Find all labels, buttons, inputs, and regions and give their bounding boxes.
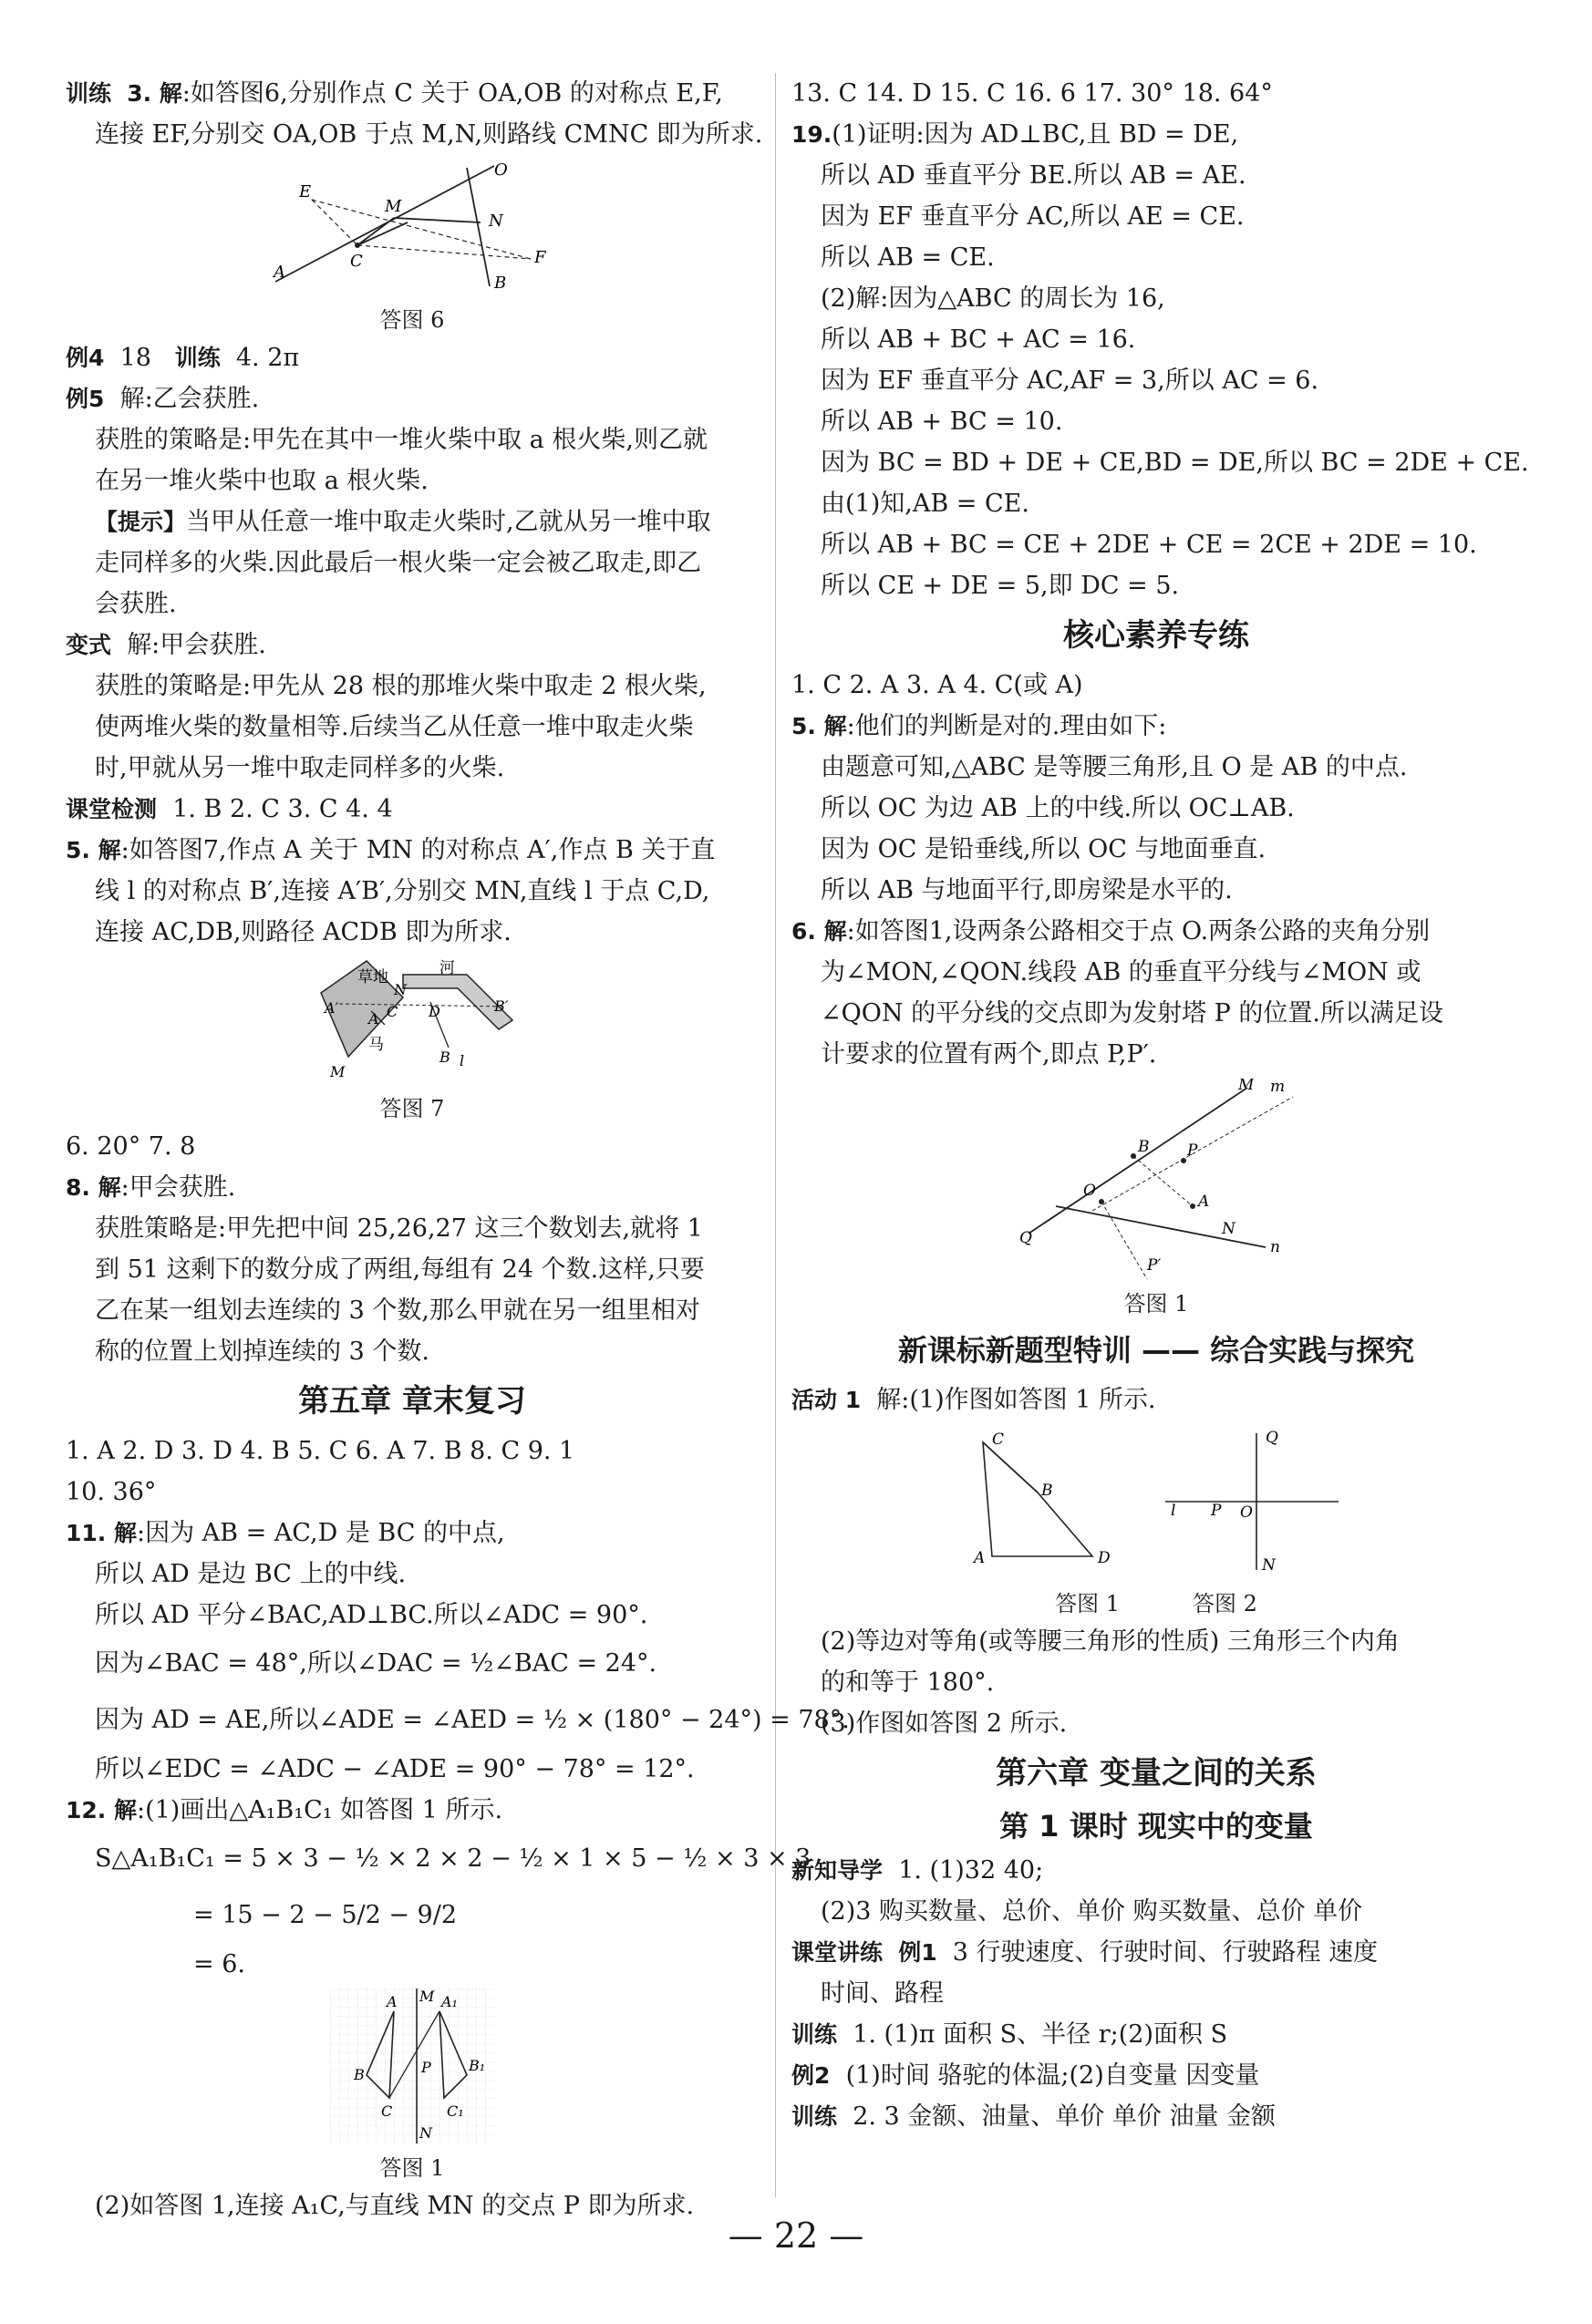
text-line: 获胜的策略是:甲先从 28 根的那堆火柴中取走 2 根火柴, [95,672,707,700]
page-number: — 22 — [728,2216,864,2256]
text-line: :(1)画出△A₁B₁C₁ 如答图 1 所示. [137,1796,503,1824]
figure-1-caption: 答图 1 [1123,1291,1189,1317]
label-q: Q [1266,1429,1278,1447]
answer-line: 13. C 14. D 15. C 16. 6 17. 30° 18. 64° [791,79,1273,108]
text-line: (2)如答图 1,连接 A₁C,与直线 MN 的交点 P 即为所求. [95,2192,695,2220]
train-label: 训练 [791,2103,838,2130]
figure-6 [66,159,759,299]
label-m: M [330,1063,346,1080]
chapter-5-heading: 第五章 章末复习 [298,1383,526,1420]
question-number: 8. 解 [66,1174,121,1201]
question-number: 3. 解 [127,80,182,107]
label-a: A [387,1993,398,2010]
text-line: 3 行驶速度、行驶时间、行驶路程 速度 [952,1938,1379,1967]
text-line: 解:(1)作图如答图 1 所示. [876,1386,1156,1414]
horse-label: 马 [368,1036,384,1054]
text-line: 因为 EF 垂直平分 AC,所以 AE = CE. [821,202,1245,231]
text-line: 会获胜. [95,590,177,618]
label-q: Q [1019,1229,1032,1247]
label-m-lower: m [1270,1079,1286,1096]
figure-1-caption: 答图 1 [1055,1591,1120,1616]
label-n-lower: n [1270,1238,1280,1256]
text-line: 获胜的策略是:甲先在其中一堆火柴中取 a 根火柴,则乙就 [95,426,708,454]
text-line: 所以 AB + BC = 10. [821,408,1063,436]
text-line: 所以∠EDC = ∠ADC − ∠ADE = 90° − 78° = 12°. [95,1755,695,1783]
text-line: 1. (1)π 面积 S、半径 r;(2)面积 S [853,2020,1228,2049]
text-line: :如答图6,分别作点 C 关于 OA,OB 的对称点 E,F, [181,79,723,108]
example-label: 例5 [66,386,105,412]
label-a-prime: A′ [325,999,339,1017]
text-line: 所以 OC 为边 AB 上的中线.所以 OC⊥AB. [821,794,1295,822]
label-b1: B₁ [469,2057,486,2074]
label-p: P [1211,1502,1222,1520]
text-line: 解:甲会获胜. [127,631,266,659]
tip-label: 【提示】 [95,509,187,535]
question-number: 5. 解 [66,837,121,863]
label-e: E [299,182,312,201]
label-n: N [1222,1220,1235,1238]
figure-7-diagram [303,956,522,1084]
figure-2-caption: 答图 2 [1193,1591,1257,1616]
text-line: 所以 AD 平分∠BAC,AD⊥BC.所以∠ADC = 90°. [95,1601,648,1629]
text-line: 所以 AB = CE. [821,243,995,272]
text-line: 称的位置上划掉连续的 3 个数. [95,1338,429,1366]
text-line: 因为 EF 垂直平分 AC,AF = 3,所以 AC = 6. [821,367,1319,395]
label-o: O [1240,1503,1253,1522]
grass-label: 草地 [357,968,388,986]
text-line: = 15 − 2 − 5/2 − 9/2 [193,1901,458,1929]
roads-diagram [1010,1079,1302,1279]
text-line: 在另一堆火柴中也取 a 根火柴. [95,467,429,495]
figure-1-left [66,1988,759,2147]
text-line: 时间、路程 [821,1979,944,2008]
label-b: B [494,274,507,293]
activity-diagrams [956,1424,1357,1579]
label-l: l [460,1052,465,1069]
text-line: :他们的判断是对的.理由如下: [846,712,1167,740]
label-p-prime: P′ [1147,1256,1162,1275]
text-line: 所以 AB + BC + AC = 16. [821,325,1136,354]
figure-1-right [791,1079,1521,1283]
label-n: N [1262,1556,1276,1575]
text-line: 所以 AD 是边 BC 上的中线. [95,1560,407,1588]
example-label: 例4 [66,345,105,371]
label-n: N [394,981,407,998]
text-line: 到 51 这剩下的数分成了两组,每组有 24 个数.这样,只要 [95,1255,705,1284]
text-line: 因为 AD = AE,所以∠ADE = ∠AED = ½ × (180° − 24°) = 78°. [95,1706,850,1734]
right-column [791,73,1529,2137]
train-label: 训练 [66,80,112,107]
text-line: ∠QON 的平分线的交点即为发射塔 P 的位置.所以满足设 [821,999,1444,1028]
label-b: B [439,1048,450,1066]
label-d: D [429,1003,440,1020]
label-p: P [421,2059,431,2076]
answer-line: 6. 20° 7. 8 [66,1132,196,1161]
label-n: N [419,2124,432,2142]
text-line: 2. 3 金额、油量、单价 单价 油量 金额 [853,2102,1277,2131]
figure-7 [66,956,759,1088]
figure-6-diagram [266,159,558,295]
label-b: B [354,2066,365,2083]
text-line: 所以 AB 与地面平行,即房梁是水平的. [821,876,1233,904]
question-number: 12. 解 [66,1797,137,1823]
answer-value: 18 [119,344,151,372]
label-c: C [381,2102,393,2120]
check-label: 课堂检测 [66,796,158,822]
label-c: C [387,1003,398,1020]
example-label: 例2 [791,2062,831,2089]
question-number: 11. 解 [66,1520,137,1546]
text-line: 所以 CE + DE = 5,即 DC = 5. [821,572,1180,600]
label-l: l [1171,1502,1176,1520]
label-o: O [1083,1182,1096,1200]
text-line: :因为 AB = AC,D 是 BC 的中点, [137,1519,505,1547]
text-line: 走同样多的火柴.因此最后一根火柴一定会被乙取走,即乙 [95,549,702,577]
text-line: (3)作图如答图 2 所示. [821,1709,1068,1738]
figure-1-caption: 答图 1 [379,2155,445,2181]
text-line: (2)3 购买数量、总价、单价 购买数量、总价 单价 [821,1897,1363,1926]
train-label: 训练 [791,2021,838,2048]
text-line: 由题意可知,△ABC 是等腰三角形,且 O 是 AB 的中点. [821,753,1408,781]
label-a1: A₁ [441,1993,458,2010]
text-line: 的和等于 180°. [821,1668,995,1697]
class-practice-label: 课堂讲练 [791,1939,884,1966]
text-line: 因为 BC = BD + DE + CE,BD = DE,所以 BC = 2DE + CE. [821,449,1529,477]
text-line: 由(1)知,AB = CE. [821,490,1029,518]
text-line: S△A₁B₁C₁ = 5 × 3 − ½ × 2 × 2 − ½ × 1 × 5 − ½ × 3 × 3 [95,1844,812,1873]
new-learn-label: 新知导学 [791,1857,884,1884]
variant-label: 变式 [66,632,112,658]
text-line: 1. (1)32 40; [898,1856,1044,1885]
train-label: 训练 [174,345,221,371]
answer-line: 10. 36° [66,1478,157,1506]
label-f: F [534,248,546,267]
text-line: (2)解:因为△ABC 的周长为 16, [821,284,1165,313]
chapter-6-heading: 第六章 变量之间的关系 [996,1755,1317,1792]
activity-figures [791,1424,1521,1583]
figure-7-caption: 答图 7 [379,1096,445,1121]
text-line: 时,甲就从另一堆中取走同样多的火柴. [95,754,505,782]
river-label: 河 [439,959,455,977]
question-number: 5. 解 [791,713,847,739]
text-line: (1)证明:因为 AD⊥BC,且 BD = DE, [832,120,1239,149]
question-number: 19. [791,121,832,148]
text-line: 连接 EF,分别交 OA,OB 于点 M,N,则路线 CMNC 即为所求. [95,120,763,149]
text-line: (2)等边对等角(或等腰三角形的性质) 三角形三个内角 [821,1627,1400,1656]
label-c1: C₁ [447,2102,464,2120]
label-a: A [1198,1193,1210,1211]
text-line: 因为 OC 是铅垂线,所以 OC 与地面垂直. [821,835,1266,863]
example-label: 例1 [898,1939,937,1966]
text-line: 解:乙会获胜. [119,385,260,413]
grid-diagram [330,1988,494,2143]
label-m: M [385,197,402,216]
label-c: C [992,1431,1005,1449]
label-p: P [1187,1141,1198,1160]
text-line: :甲会获胜. [120,1173,236,1202]
text-line: = 6. [193,1950,245,1978]
text-line: 计要求的位置有两个,即点 P,P′. [821,1040,1157,1069]
core-literacy-heading: 核心素养专练 [1063,617,1249,654]
label-o: O [494,160,508,180]
answer-line: 1. B 2. C 3. C 4. 4 [172,795,393,823]
label-n: N [489,212,503,231]
answer-line: 1. A 2. D 3. D 4. B 5. C 6. A 7. B 8. C 9. 1 [66,1437,575,1465]
text-line: 连接 AC,DB,则路径 ACDB 即为所求. [95,918,512,946]
activity-captions [791,1586,1521,1621]
label-a: A [368,1010,379,1028]
text-line: :如答图7,作点 A 关于 MN 的对称点 A′,作点 B 关于直 [120,836,716,864]
text-line: 为∠MON,∠QON.线段 AB 的垂直平分线与∠MON 或 [821,958,1421,986]
label-b: B [1041,1482,1053,1500]
label-a: A [274,263,285,282]
lesson-1-heading: 第 1 课时 现实中的变量 [999,1809,1313,1844]
figure-6-caption: 答图 6 [379,307,445,333]
label-b-prime: B′ [494,997,509,1015]
text-line: :如答图1,设两条公路相交于点 O.两条公路的夹角分别 [846,917,1431,945]
label-m: M [419,1988,435,2005]
text-line: 使两堆火柴的数量相等.后续当乙从任意一堆中取走火柴 [95,713,694,741]
label-m: M [1238,1079,1255,1094]
question-number: 6. 解 [791,918,847,945]
text-line: 因为∠BAC = 48°,所以∠DAC = ½∠BAC = 24°. [95,1649,657,1678]
text-line: 乙在某一组划去连续的 3 个数,那么甲就在另一组里相对 [95,1296,700,1325]
answer-value: 4. 2π [235,344,300,372]
text-line: 当甲从任意一堆中取走火柴时,乙就从另一堆中取 [186,508,711,536]
text-line: 获胜策略是:甲先把中间 25,26,27 这三个数划去,就将 1 [95,1214,703,1243]
special-training-heading: 新课标新题型特训 —— 综合实践与探究 [897,1333,1415,1368]
text-line: 线 l 的对称点 B′,连接 A′B′,分别交 MN,直线 l 于点 C,D, [95,877,710,905]
answer-line: 1. C 2. A 3. A 4. C(或 A) [791,671,1083,699]
label-c: C [350,252,363,271]
label-a: A [974,1549,986,1567]
text-line: 所以 AD 垂直平分 BE.所以 AB = AE. [821,161,1246,190]
text-line: 所以 AB + BC = CE + 2DE + CE = 2CE + 2DE = 10. [821,531,1477,559]
activity-label: 活动 1 [791,1387,862,1413]
text-line: (1)时间 骆驼的体温;(2)自变量 因变量 [845,2061,1260,2090]
label-d: D [1098,1549,1111,1567]
label-b: B [1138,1138,1150,1156]
